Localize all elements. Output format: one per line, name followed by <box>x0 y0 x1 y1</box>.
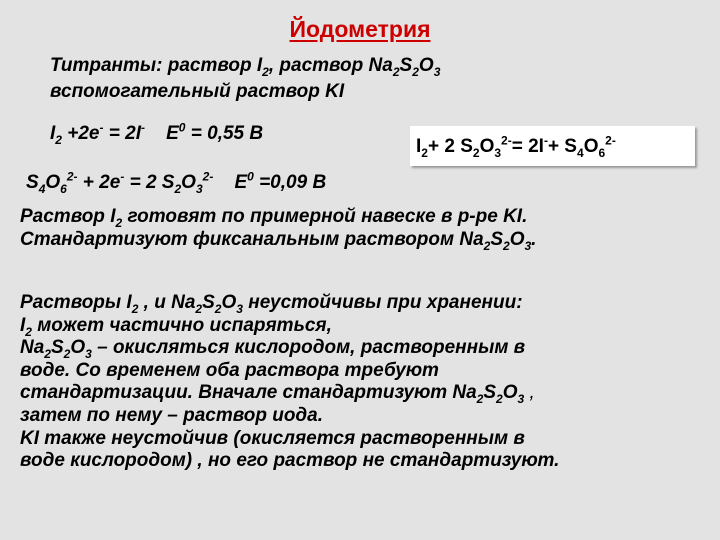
half-reaction-thiosulfate: $S_4O_6^{2-} + 2e^- = 2$ $S_2O_3^{2-}$ $E^0 =0,09$ В <box>26 169 327 196</box>
stab-line-3: $Na_2S_2O_3$ – окисляться кислородом, растворенным в <box>20 337 526 361</box>
stab-line-5: стандартизации. Вначале стандартизуют $Na_2S_2O_3$ , <box>20 382 535 407</box>
auxiliary-line: вспомогательный раствор KI <box>50 81 345 102</box>
half-reaction-iodine: $I_2 +2e^- = 2I^-$ $E^0 = 0,55$ В <box>50 120 264 147</box>
prep-line-2: Стандартизуют фиксанальным раствором $Na_2S_2O_3$. <box>20 228 537 253</box>
stab-line-6: затем по нему – раствор иода. <box>20 404 324 426</box>
stability-paragraph <box>20 292 710 473</box>
stab-line-4: воде. Со временем оба раствора требуют <box>20 359 439 381</box>
stab-line-2: $I_2$ может частично испаряться, <box>20 314 332 339</box>
preparation-paragraph <box>20 206 710 251</box>
prep-line-1: Раствор $I_2$ готовят по примерной навеске в р-ре KI. <box>20 206 528 230</box>
titrants-line: Титранты: раствор $I_2$, раствор $Na_2S_2O_3$ <box>50 55 441 79</box>
stab-line-8: воде кислородом) , но его раствор не стандартизуют. <box>20 450 560 472</box>
reaction-box <box>410 126 695 166</box>
slide-title: Йодометрия <box>289 16 431 42</box>
stab-line-1: Растворы $I_2$ , и $Na_2S_2O_3$ неустойчивы при хранении: <box>20 292 523 316</box>
overall-reaction: $I_2+ 2$ $S_2O_3^{2-}= 2I^-+ S_4O_6^{2-}$ <box>416 133 616 160</box>
stab-line-7: KI также неустойчив (окисляется растворенным в <box>20 427 525 449</box>
